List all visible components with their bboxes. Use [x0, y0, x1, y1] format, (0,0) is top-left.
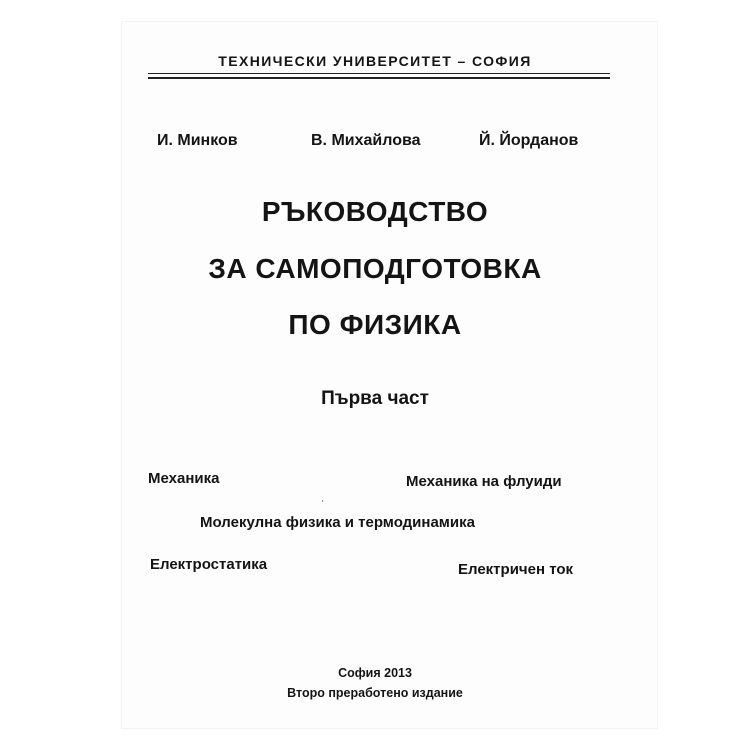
- university-name: ТЕХНИЧЕСКИ УНИВЕРСИТЕТ – СОФИЯ: [218, 53, 532, 69]
- publication-place-year: София 2013: [338, 666, 412, 680]
- topic-fluid-mechanics: Механика на флуиди: [406, 473, 562, 490]
- book-title-line-2: ЗА САМОПОДГОТОВКА: [208, 253, 542, 284]
- topic-electrostatics: Електростатика: [150, 556, 268, 573]
- paper-sheet: [122, 22, 657, 728]
- book-title-line-3: ПО ФИЗИКА: [288, 309, 462, 340]
- author-2: В. Михайлова: [311, 132, 421, 149]
- book-title-line-1: РЪКОВОДСТВО: [261, 196, 489, 227]
- header-rule-thick: [148, 77, 610, 79]
- topic-molecular-physics: Молекулна физика и термодинамика: [200, 514, 475, 531]
- topic-mechanics: Механика: [148, 470, 220, 487]
- header-rule-thin: [148, 73, 610, 74]
- topic-electric-current: Електричен ток: [458, 561, 574, 578]
- author-1: И. Минков: [157, 132, 238, 149]
- part-label: Първа част: [321, 388, 429, 409]
- edition-note: Второ преработено издание: [287, 686, 463, 700]
- scan-speck: [322, 500, 323, 502]
- author-3: Й. Йорданов: [479, 132, 579, 149]
